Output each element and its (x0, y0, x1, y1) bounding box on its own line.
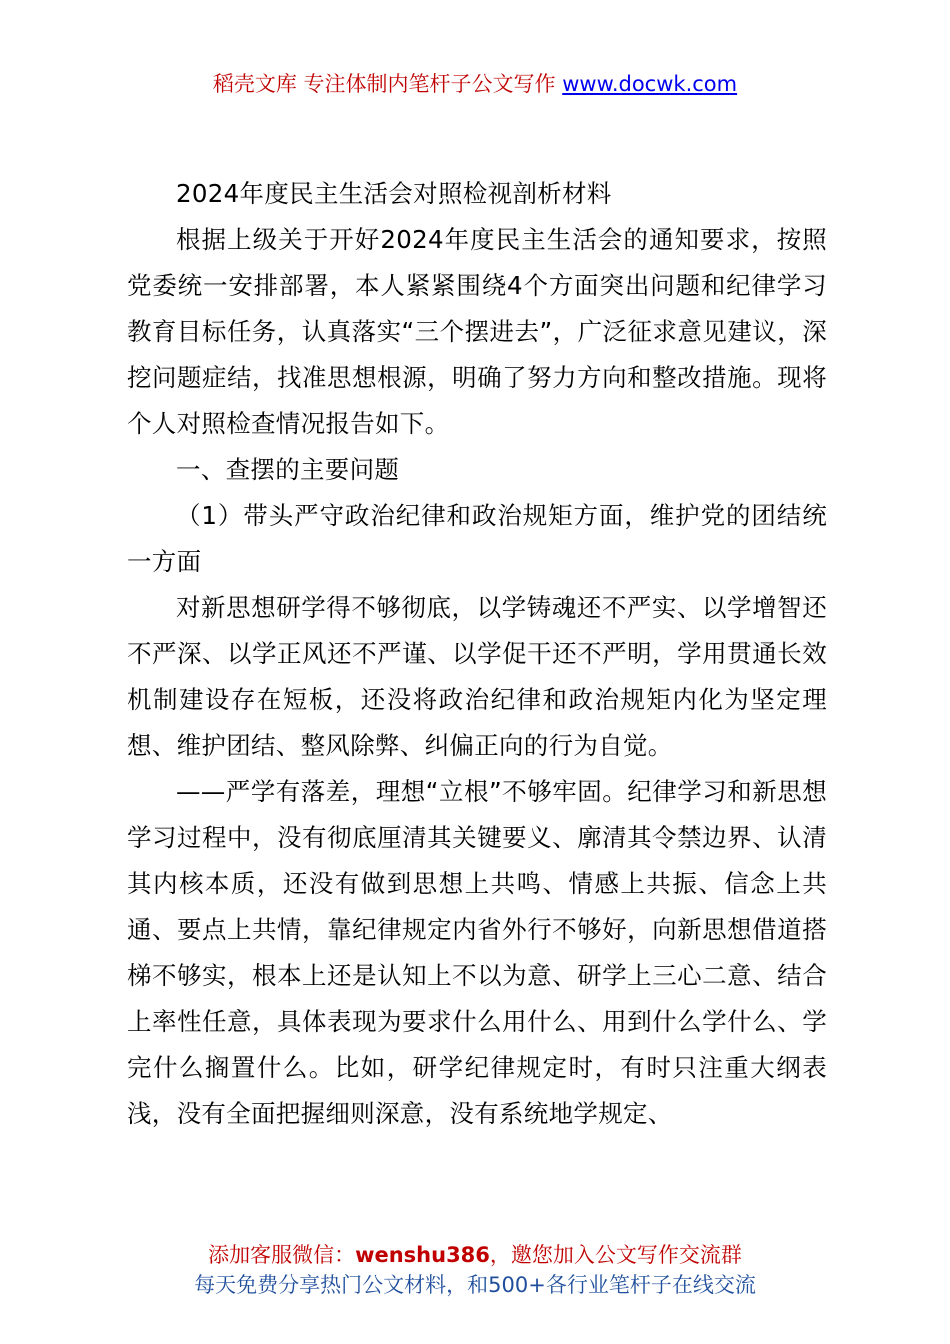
footer-wechat-prefix: 添加客服微信： (208, 1243, 356, 1267)
website-link[interactable]: www.docwk.com (562, 72, 738, 96)
watermark-header (0, 68, 950, 98)
intro-paragraph: 根据上级关于开好2024年度民主生活会的通知要求，按照党委统一安排部署，本人紧紧围绕4个方面突出问题和纪律学习教育目标任务，认真落实“三个摆进去”，广泛征求意见建议，深挖问题症结，找准思想根源，明确了努力方向和整改措施。现将个人对照检查情况报告如下。 (127, 225, 827, 438)
footer-wechat-suffix: ，邀您加入公文写作交流群 (489, 1243, 742, 1267)
body-paragraph: 对新思想研学得不够彻底，以学铸魂还不严实、以学增智还不严深、以学正风还不严谨、以学促干还不严明，学用贯通长效机制建设存在短板，还没将政治纪律和政治规矩内化为坚定理想、维护团结、整风除弊、纠偏正向的行为自觉。 (127, 593, 827, 760)
wechat-id: wenshu386 (355, 1243, 490, 1267)
body-paragraph: ——严学有落差，理想“立根”不够牢固。纪律学习和新思想学习过程中，没有彻底厘清其关键要义、廓清其令禁边界、认清其内核本质，还没有做到思想上共鸣、情感上共振、信念上共通、要点上共情，靠纪律规定内省外行不够好，向新思想借道搭梯不够实，根本上还是认知上不以为意、研学上三心二意、结合上率性任意，具体表现为要求什么用什么、用到什么学什么、学完什么搁置什么。比如，研学纪律规定时，有时只注重大纲表浅，没有全面把握细则深意，没有系统地学规定、 (127, 777, 827, 1128)
header-slogan: 稻壳文库 专注体制内笔杆子公文写作 (212, 72, 563, 96)
footer-share-line: 每天免费分享热门公文材料，和500+各行业笔杆子在线交流 (194, 1273, 756, 1297)
footer-wechat-line (0, 1240, 950, 1270)
promo-footer (0, 1240, 950, 1300)
document-body (127, 171, 827, 1137)
document-title: 2024年度民主生活会对照检视剖析材料 (176, 179, 612, 208)
section-heading: 一、查摆的主要问题 (176, 455, 400, 484)
subsection-heading: （1）带头严守政治纪律和政治规矩方面，维护党的团结统一方面 (127, 501, 827, 576)
